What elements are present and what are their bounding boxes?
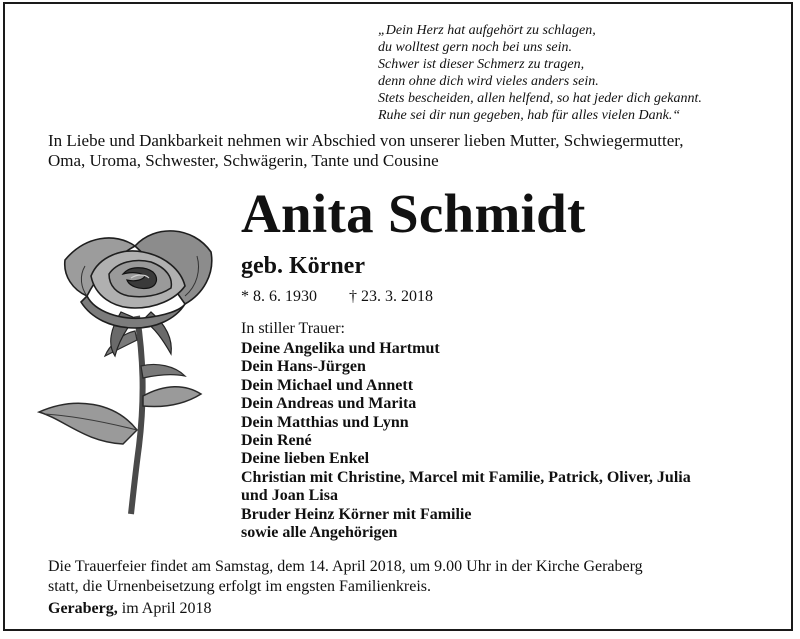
mourner-line: Christian mit Christine, Marcel mit Familie, Patrick, Oliver, Julia [241,468,691,486]
ceremony-info [48,557,763,597]
mourner-line: Dein Andreas und Marita [241,395,417,413]
mourner-line: Dein Matthias und Lynn [241,413,409,431]
poem-line: „Dein Herz hat aufgehört zu schlagen, [378,23,596,38]
closing-date: im April 2018 [117,600,212,617]
mourner-line: Dein Hans-Jürgen [241,358,366,376]
rose-stem [131,316,143,514]
rose-leaf [39,403,137,444]
place-and-date [48,599,212,619]
mourner-line: sowie alle Angehörigen [241,524,398,542]
death-date: † 23. 3. 2018 [349,288,433,305]
ceremony-line: statt, die Urnenbeisetzung erfolgt im engsten Familienkreis. [48,578,432,595]
mourners-heading: In stiller Trauer: [241,320,345,337]
life-dates [241,287,433,307]
intro-line: Oma, Uroma, Schwester, Schwägerin, Tante und Cousine [48,151,439,170]
birth-name: geb. Körner [241,253,365,279]
poem-line: Stets bescheiden, allen helfend, so hat jeder dich gekannt. [378,91,702,106]
intro-line: In Liebe und Dankbarkeit nehmen wir Abschied von unserer lieben Mutter, Schwiegermutter, [48,131,684,150]
mourner-line: und Joan Lisa [241,487,338,505]
mourner-line: Dein Michael und Annett [241,376,414,394]
memorial-poem [378,22,783,124]
birth-date: * 8. 6. 1930 [241,288,317,305]
rose-icon [25,216,225,516]
poem-line: Ruhe sei dir nun gegeben, hab für alles vielen Dank.“ [378,108,681,123]
rose-leaf [143,387,201,407]
deceased-name: Anita Schmidt [241,183,586,244]
poem-line: du wolltest gern noch bei uns sein. [378,40,573,55]
ceremony-line: Die Trauerfeier findet am Samstag, dem 14. April 2018, um 9.00 Uhr in der Kirche Geraberg [48,558,643,575]
farewell-intro [48,131,778,171]
mourner-line: Dein René [241,432,312,450]
mourners-list [241,340,691,542]
obituary-notice [3,2,793,631]
rose-twig [141,364,185,378]
mourner-line: Deine lieben Enkel [241,450,370,468]
mourner-line: Deine Angelika und Hartmut [241,340,440,357]
place-name: Geraberg, [48,600,118,617]
mourner-line: Bruder Heinz Körner mit Familie [241,505,472,523]
poem-line: denn ohne dich wird vieles anders sein. [378,74,599,89]
poem-line: Schwer ist dieser Schmerz zu tragen, [378,57,585,72]
